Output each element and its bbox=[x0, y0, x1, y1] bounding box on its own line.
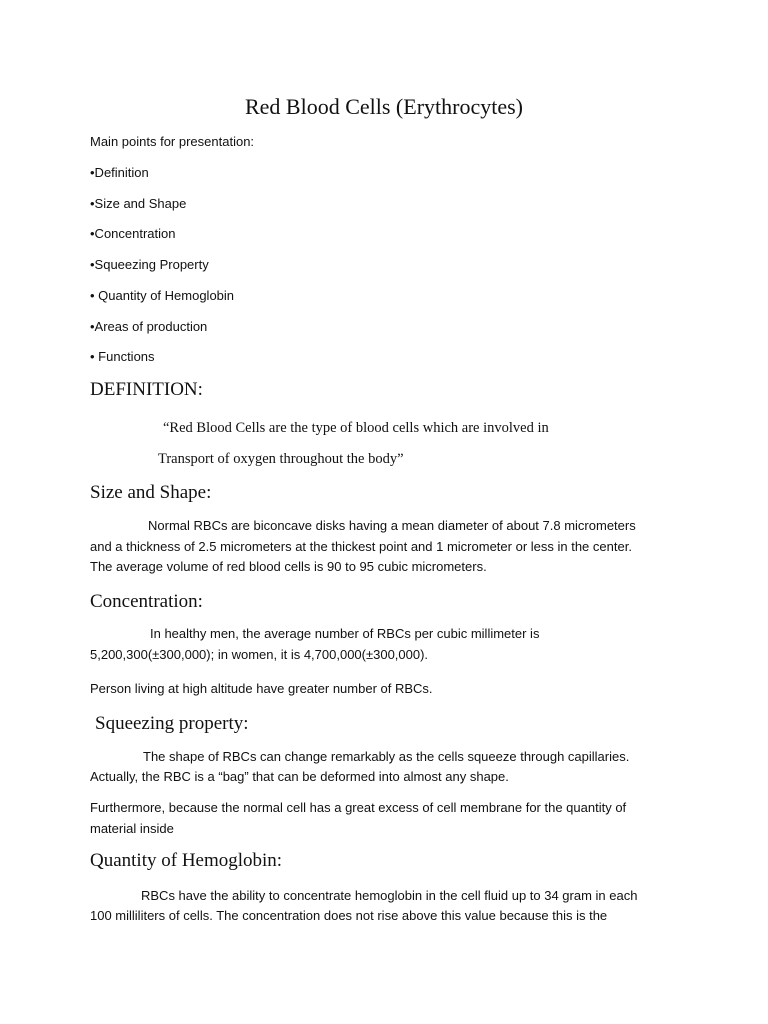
definition-quote-line-1: “Red Blood Cells are the type of blood cells which are involved in bbox=[163, 420, 549, 436]
definition-quote-line-2: Transport of oxygen throughout the body” bbox=[158, 451, 404, 467]
squeezing-heading: Squeezing property: bbox=[95, 713, 249, 734]
document-title: Red Blood Cells (Erythrocytes) bbox=[244, 94, 523, 119]
squeezing-paragraph-line: material inside bbox=[90, 821, 174, 836]
size-shape-paragraph-line: Normal RBCs are biconcave disks having a mean diameter of about 7.8 micrometers bbox=[148, 518, 636, 533]
squeezing-paragraph-line: Furthermore, because the normal cell has a great excess of cell membrane for the quantity of bbox=[90, 800, 627, 815]
bullet-item-squeezing: •Squeezing Property bbox=[90, 257, 209, 272]
size-shape-paragraph-line: and a thickness of 2.5 micrometers at the thickest point and 1 micrometer or less in the center. bbox=[90, 539, 632, 554]
concentration-heading: Concentration: bbox=[90, 591, 203, 612]
bullet-item-hemoglobin: • Quantity of Hemoglobin bbox=[90, 288, 235, 303]
size-shape-heading: Size and Shape: bbox=[90, 482, 212, 503]
bullet-item-definition: •Definition bbox=[90, 165, 149, 180]
squeezing-paragraph-line: The shape of RBCs can change remarkably as the cells squeeze through capillaries. bbox=[143, 749, 630, 764]
squeezing-paragraph-line: Actually, the RBC is a “bag” that can be deformed into almost any shape. bbox=[90, 769, 509, 784]
bullet-item-concentration: •Concentration bbox=[90, 226, 176, 241]
bullet-item-size-shape: •Size and Shape bbox=[90, 196, 187, 211]
size-shape-paragraph-line: The average volume of red blood cells is 90 to 95 cubic micrometers. bbox=[90, 559, 487, 574]
intro-label: Main points for presentation: bbox=[90, 134, 255, 149]
concentration-note: Person living at high altitude have greater number of RBCs. bbox=[90, 681, 433, 696]
bullet-item-functions: • Functions bbox=[90, 349, 155, 364]
definition-heading: DEFINITION: bbox=[90, 379, 203, 400]
concentration-paragraph-line: In healthy men, the average number of RBCs per cubic millimeter is bbox=[150, 626, 540, 641]
hemoglobin-paragraph-line: RBCs have the ability to concentrate hemoglobin in the cell fluid up to 34 gram in each bbox=[141, 888, 638, 903]
hemoglobin-heading: Quantity of Hemoglobin: bbox=[90, 850, 283, 871]
bullet-item-production: •Areas of production bbox=[90, 319, 208, 334]
concentration-paragraph-line: 5,200,300(±300,000); in women, it is 4,700,000(±300,000). bbox=[90, 647, 429, 662]
hemoglobin-paragraph-line: 100 milliliters of cells. The concentration does not rise above this value because this is the bbox=[90, 908, 608, 923]
